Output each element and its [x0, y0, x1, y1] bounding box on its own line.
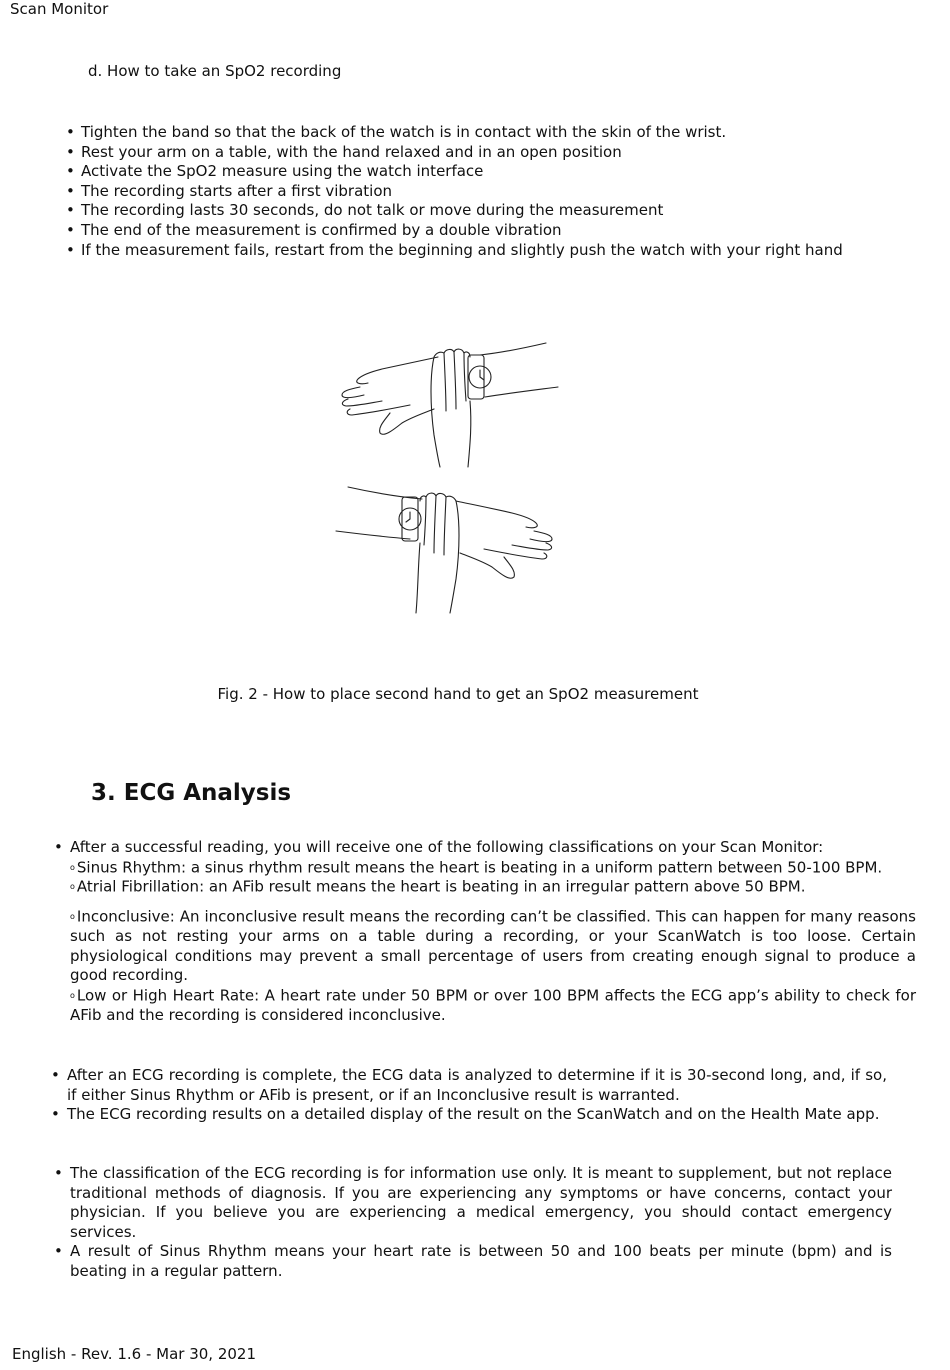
list-item	[54, 838, 916, 858]
classification-text: Inconclusive: An inconclusive result means the recording can’t be classified. This can happen for many reasons such as not resting your arms on a table during a recording, or your ScanWatch is too loose. Certain physiological conditions may prevent a small percentage of users from creating enough signal to produce a good recording.	[70, 907, 916, 985]
classification-text: Low or High Heart Rate: A heart rate under 50 BPM or over 100 BPM affects the ECG app’s ability to check for AFib and the recording is considered inconclusive.	[70, 986, 916, 1024]
bullet-icon: •	[54, 1242, 63, 1261]
classification-text: Sinus Rhythm: a sinus rhythm result means the heart is beating in a uniform pattern between 50-100 BPM.	[76, 857, 883, 876]
list-item	[54, 1164, 892, 1242]
classification-text: Atrial Fibrillation: an AFib result means the heart is beating in an irregular pattern above 50 BPM.	[76, 877, 806, 896]
list-item	[70, 858, 916, 878]
sub-bullet-icon: o	[70, 862, 75, 872]
bullet-icon: •	[54, 838, 63, 856]
figure-caption: Fig. 2 - How to place second hand to get an SpO2 measurement	[217, 685, 699, 703]
list-item	[70, 907, 916, 986]
bullet-icon: •	[66, 162, 75, 181]
list-item	[66, 123, 941, 143]
ecg-intro-text: After a successful reading, you will receive one of the following classifications on your Scan Monitor:	[70, 838, 824, 856]
bullet-icon: •	[66, 240, 75, 259]
bullet-icon: •	[54, 1164, 63, 1182]
list-item	[70, 986, 916, 1025]
bullet-icon: •	[51, 1066, 60, 1084]
step-text: The recording lasts 30 seconds, do not talk or move during the measurement	[81, 201, 664, 220]
bullet-icon: •	[66, 220, 75, 239]
section-title: 3. ECG Analysis	[91, 780, 292, 806]
list-item	[66, 201, 941, 221]
bullet-icon: •	[66, 123, 75, 141]
ecg-analysis-block	[51, 1066, 887, 1125]
bullet-icon: •	[66, 181, 75, 200]
list-item	[66, 240, 941, 261]
step-text: If the measurement fails, restart from the beginning and slightly push the watch with your right hand	[81, 240, 843, 259]
list-item	[51, 1066, 887, 1105]
analysis-text: The ECG recording results on a detailed display of the result on the ScanWatch and on the Health Mate app.	[67, 1105, 880, 1124]
bullet-icon: •	[51, 1105, 60, 1124]
ecg-classifications-block	[54, 838, 916, 1026]
step-text: Rest your arm on a table, with the hand relaxed and in an open position	[81, 142, 622, 161]
step-text: Activate the SpO2 measure using the watch interface	[81, 162, 484, 181]
page-header-title: Scan Monitor	[10, 0, 109, 18]
list-item	[70, 877, 916, 897]
analysis-text: After an ECG recording is complete, the ECG data is analyzed to determine if it is 30-second long, and, if so, if either Sinus Rhythm or AFib is present, or if an Inconclusive result is warranted.	[67, 1066, 887, 1104]
sub-bullet-icon: o	[70, 912, 75, 922]
disclaimer-text: A result of Sinus Rhythm means your heart rate is between 50 and 100 beats per minute (bpm) and is beating in a regular pattern.	[70, 1242, 892, 1280]
spo2-section-heading: d. How to take an SpO2 recording	[88, 62, 342, 80]
page-footer: English - Rev. 1.6 - Mar 30, 2021	[12, 1345, 257, 1363]
step-text: The recording starts after a first vibration	[81, 181, 393, 200]
disclaimer-text: The classification of the ECG recording is for information use only. It is meant to supplement, but not replace traditional methods of diagnosis. If you are experiencing any symptoms or have concerns, contact your physician. If you believe you are experiencing a medical emergency, you should contact emergency services.	[70, 1164, 892, 1241]
list-item	[66, 220, 941, 241]
sub-bullet-icon: o	[70, 882, 75, 892]
list-item	[66, 142, 941, 163]
step-text: The end of the measurement is confirmed by a double vibration	[81, 220, 562, 239]
hand-placement-illustration	[330, 335, 570, 620]
list-item	[66, 162, 941, 182]
list-item	[51, 1105, 887, 1125]
ecg-disclaimer-block	[54, 1164, 892, 1282]
sub-bullet-icon: o	[70, 991, 75, 1001]
spo2-steps-list	[66, 123, 941, 260]
bullet-icon: •	[66, 201, 75, 220]
list-item	[66, 181, 941, 202]
bullet-icon: •	[66, 142, 75, 161]
step-text: Tighten the band so that the back of the watch is in contact with the skin of the wrist.	[81, 123, 727, 141]
list-item	[54, 1242, 892, 1281]
